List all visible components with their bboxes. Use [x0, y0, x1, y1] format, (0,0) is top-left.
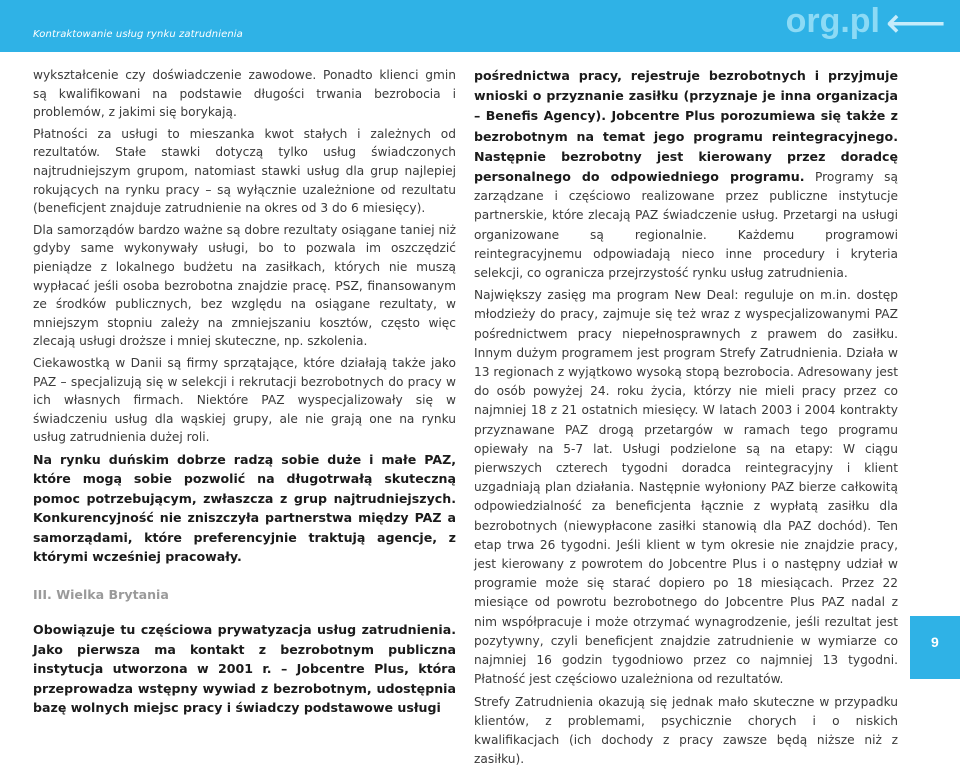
left-arrow-icon[interactable]: ⟵	[886, 0, 946, 46]
site-logo[interactable]: org.pl	[786, 2, 880, 41]
paragraph	[474, 66, 898, 283]
bold-paragraph: Obowiązuje tu częściowa prywatyzacja usług zatrudnienia. Jako pierwsza ma kontakt z bezrobotnym publiczna instytucja utworzona w 2001 r. – Jobcentre Plus, która przeprowadza wstępny wywiad z bezrobotnym, udostępnia bazę wolnych miejsc pracy i świadczy podstawowe usługi	[33, 620, 456, 718]
bold-run: pośrednictwa pracy, rejestruje bezrobotnych i przyjmuje wnioski o przyznanie zasiłku (przyznaje je inna organizacja – Benefis Agency). Jobcentre Plus porozumiewa się także z bezrobotnym na temat jego programu reintegracyjnego. Następnie bezrobotny jest kierowany przez doradcę personalnego do odpowiedniego programu.	[474, 68, 898, 184]
paragraph: Strefy Zatrudnienia okazują się jednak mało skuteczne w przypadku klientów, z problemami, psychicznie chorych i o niskich kwalifikacjach (ich dochody z pracy zawsze będą niższe niż z zasiłku).	[474, 693, 898, 769]
page-number-badge	[910, 616, 960, 679]
section-heading: III. Wielka Brytania	[33, 586, 456, 605]
paragraph: Największy zasięg ma program New Deal: reguluje on m.in. dostęp młodzieży do pracy, zajmuje się też wraz z wyspecjalizowanymi PAZ pośrednictwem pracy niepełnosprawnych z prawem do zasiłku. Innym dużym programem jest program Strefy Zatrudnienia. Działa w 13 regionach z wyjątkowo wysoką stopą bezrobocia. Adresowany jest do osób powyżej 24. roku życia, którzy nie mieli pracy przez co najmniej 18 z 21 ostatnich miesięcy. W latach 2003 i 2004 kontrakty przyznawane PAZ drogą przetargów w ramach tego programu opiewały na 5-7 lat. Usługi podzielone są na etapy: W ciągu pierwszych czterech tygodni doradca reintegracyjny i klient uzgadniają plan działania. Następnie wyłoniony PAZ bierze całkowitą odpowiedzialność za beneficjenta łącznie z wypłatą zasiłku dla bezrobotnych (niewypłacone zasiłki stanowią dla PAZ dochód). Ten etap trwa 26 tygodni. Jeśli klient w tym okresie nie znajdzie pracy, jest kierowany z powrotem do Jobcentre Plus i o następny udział w programie może się starać dopiero po 18 miesiącach. Przez 22 miesiące od powrotu bezrobotnego do Jobcentre Plus PAZ nadal z nim współpracuje i może otrzymać wynagrodzenie, jeśli rezultat jest pozytywny, czyli beneficjent znajdzie zatrudnienie w wymiarze co najmniej 16 godzin tygodniowo przez co najmniej 13 tygodni. Płatność jest częściowo uzależniona od rezultatów.	[474, 286, 898, 689]
right-column	[474, 66, 898, 769]
regular-run: Programy są zarządzane i częściowo realizowane przez publiczne instytucje partnerskie, które zlecają PAZ świadczenie usług. Przetargi na usługi organizowane są regionalnie. Każdemu programowi reintegracyjnemu odpowiadają nieco inne procedury i kryteria selekcji, co ogranicza przejrzystość rynku usług zatrudnienia.	[474, 170, 898, 280]
header-title: Kontraktowanie usług rynku zatrudnienia	[33, 29, 243, 40]
paragraph: wykształcenie czy doświadczenie zawodowe. Ponadto klienci gmin są kwalifikowani na podstawie długości trwania bezrobocia i problemów, z jakimi się borykają.	[33, 66, 456, 122]
bold-paragraph: Na rynku duńskim dobrze radzą sobie duże i małe PAZ, które mogą sobie pozwolić na długotrwałą skuteczną pomoc potrzebującym, zwłaszcza z grup najtrudniejszych. Konkurencyjność nie zniszczyła partnerstwa między PAZ a samorządami, które preferencyjnie traktują agencje, z którymi wcześniej pracowały.	[33, 450, 456, 567]
paragraph: Dla samorządów bardzo ważne są dobre rezultaty osiągane taniej niż gdyby same wykonywały usługi, bo to pozwala im oszczędzić pieniądze z lokalnego budżetu na zasiłkach, których nie muszą wypłacać jeśli osoba bezrobotna znajdzie pracę. PSZ, finansowanym ze środków publicznych, bez względu na osiągane rezultaty, w mniejszym stopniu zależy na zmniejszaniu kosztów, często więc zlecają usługi droższe i mniej skuteczne, np. szkolenia.	[33, 221, 456, 351]
paragraph: Ciekawostką w Danii są firmy sprzątające, które działają także jako PAZ – specjalizują się w selekcji i rekrutacji bezrobotnych do pracy w ich własnych firmach. Niektóre PAZ wyspecjalizowały się w świadczeniu usług dla wąskiej grupy, ale nie grają one na rynku usług zatrudnienia dużej roli.	[33, 354, 456, 447]
left-column	[33, 66, 456, 718]
header-bar	[0, 0, 960, 52]
paragraph: Płatności za usługi to mieszanka kwot stałych i zależnych od rezultatów. Stałe stawki dotyczą tylko usług świadczonych najtrudniejszym grupom, natomiast stawki usług dla grup najlepiej rokujących na rynku pracy – są wyłącznie uzależnione od rezultatu (beneficjent znajduje zatrudnienie na okres od 3 do 6 miesięcy).	[33, 125, 456, 218]
page-number: 9	[931, 634, 939, 650]
